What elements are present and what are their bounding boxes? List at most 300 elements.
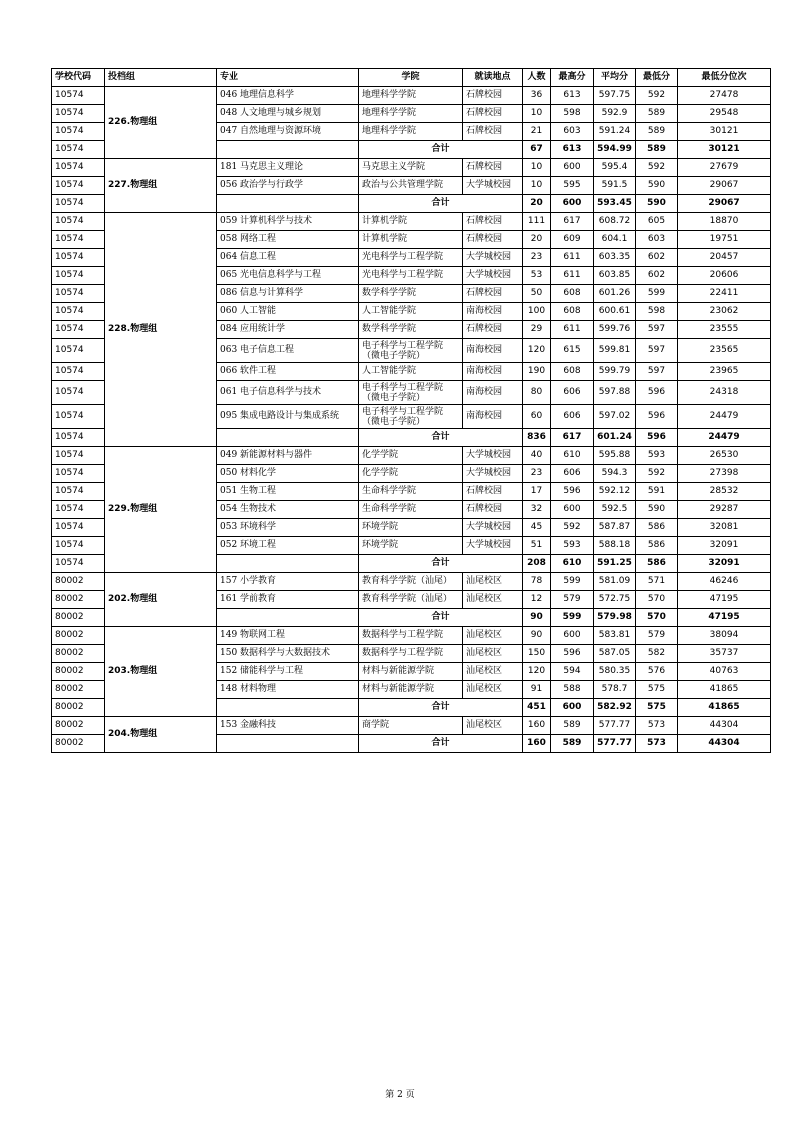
- school-code-cell: 10574: [52, 123, 105, 141]
- min-rank-cell: 32091: [678, 537, 771, 555]
- min-score-cell: 575: [636, 681, 678, 699]
- max-score-cell: 608: [551, 303, 594, 321]
- count-cell: 111: [523, 213, 551, 231]
- avg-score-cell: 594.3: [594, 465, 636, 483]
- min-rank-cell: 32081: [678, 519, 771, 537]
- count-cell: 120: [523, 663, 551, 681]
- college-cell: 数据科学与工程学院: [359, 645, 463, 663]
- header-group: 投档组: [105, 69, 217, 87]
- college-cell: 人工智能学院: [359, 363, 463, 381]
- min-rank-cell: 28532: [678, 483, 771, 501]
- avg-score-cell: 604.1: [594, 231, 636, 249]
- max-score-cell: 595: [551, 177, 594, 195]
- count-cell: 36: [523, 87, 551, 105]
- college-cell: 地理科学学院: [359, 123, 463, 141]
- college-cell: 数学科学学院: [359, 321, 463, 339]
- count-cell: 40: [523, 447, 551, 465]
- avg-score-cell: 592.9: [594, 105, 636, 123]
- min-score-cell: 597: [636, 321, 678, 339]
- avg-score-cell: 600.61: [594, 303, 636, 321]
- avg-score-cell: 582.92: [594, 699, 636, 717]
- major-cell: 086 信息与计算科学: [217, 285, 359, 303]
- max-score-cell: 588: [551, 681, 594, 699]
- max-score-cell: 608: [551, 285, 594, 303]
- min-score-cell: 573: [636, 735, 678, 753]
- min-rank-cell: 44304: [678, 717, 771, 735]
- count-cell: 190: [523, 363, 551, 381]
- campus-cell: 石牌校园: [463, 501, 523, 519]
- major-cell: 061 电子信息科学与技术: [217, 381, 359, 405]
- group-cell: 204.物理组: [105, 717, 217, 753]
- campus-cell: 石牌校园: [463, 123, 523, 141]
- campus-cell: 南海校园: [463, 303, 523, 321]
- min-rank-cell: 23965: [678, 363, 771, 381]
- major-cell: 065 光电信息科学与工程: [217, 267, 359, 285]
- major-cell: 148 材料物理: [217, 681, 359, 699]
- blank-cell: [217, 141, 359, 159]
- max-score-cell: 593: [551, 537, 594, 555]
- college-cell: 生命科学学院: [359, 483, 463, 501]
- min-rank-cell: 23062: [678, 303, 771, 321]
- min-score-cell: 597: [636, 339, 678, 363]
- count-cell: 17: [523, 483, 551, 501]
- min-rank-cell: 41865: [678, 699, 771, 717]
- school-code-cell: 10574: [52, 159, 105, 177]
- avg-score-cell: 591.24: [594, 123, 636, 141]
- campus-cell: 石牌校园: [463, 321, 523, 339]
- count-cell: 451: [523, 699, 551, 717]
- avg-score-cell: 595.88: [594, 447, 636, 465]
- school-code-cell: 80002: [52, 663, 105, 681]
- max-score-cell: 606: [551, 465, 594, 483]
- min-rank-cell: 24479: [678, 429, 771, 447]
- school-code-cell: 10574: [52, 213, 105, 231]
- major-cell: 048 人文地理与城乡规划: [217, 105, 359, 123]
- min-score-cell: 602: [636, 249, 678, 267]
- min-rank-cell: 23565: [678, 339, 771, 363]
- min-score-cell: 589: [636, 123, 678, 141]
- count-cell: 836: [523, 429, 551, 447]
- count-cell: 10: [523, 177, 551, 195]
- campus-cell: 大学城校园: [463, 465, 523, 483]
- school-code-cell: 10574: [52, 267, 105, 285]
- college-cell: 地理科学学院: [359, 87, 463, 105]
- min-rank-cell: 18870: [678, 213, 771, 231]
- school-code-cell: 10574: [52, 363, 105, 381]
- school-code-cell: 10574: [52, 381, 105, 405]
- college-cell: 材料与新能源学院: [359, 663, 463, 681]
- campus-cell: 汕尾校区: [463, 681, 523, 699]
- school-code-cell: 80002: [52, 681, 105, 699]
- min-rank-cell: 29548: [678, 105, 771, 123]
- blank-cell: [217, 699, 359, 717]
- max-score-cell: 608: [551, 363, 594, 381]
- min-rank-cell: 35737: [678, 645, 771, 663]
- count-cell: 90: [523, 627, 551, 645]
- college-cell: 教育科学学院（汕尾）: [359, 573, 463, 591]
- campus-cell: 汕尾校区: [463, 591, 523, 609]
- campus-cell: 汕尾校区: [463, 663, 523, 681]
- min-rank-cell: 40763: [678, 663, 771, 681]
- school-code-cell: 10574: [52, 483, 105, 501]
- major-cell: 058 网络工程: [217, 231, 359, 249]
- total-label-cell: 合计: [359, 699, 523, 717]
- min-rank-cell: 20457: [678, 249, 771, 267]
- blank-cell: [217, 609, 359, 627]
- min-rank-cell: 46246: [678, 573, 771, 591]
- min-score-cell: 592: [636, 87, 678, 105]
- max-score-cell: 603: [551, 123, 594, 141]
- table-row: [52, 627, 771, 645]
- max-score-cell: 610: [551, 447, 594, 465]
- campus-cell: 石牌校园: [463, 231, 523, 249]
- min-score-cell: 571: [636, 573, 678, 591]
- header-college: 学院: [359, 69, 463, 87]
- school-code-cell: 10574: [52, 429, 105, 447]
- school-code-cell: 10574: [52, 465, 105, 483]
- header-min-rank: 最低分位次: [678, 69, 771, 87]
- avg-score-cell: 594.99: [594, 141, 636, 159]
- min-score-cell: 596: [636, 429, 678, 447]
- campus-cell: 南海校园: [463, 381, 523, 405]
- school-code-cell: 10574: [52, 141, 105, 159]
- avg-score-cell: 577.77: [594, 735, 636, 753]
- min-rank-cell: 26530: [678, 447, 771, 465]
- count-cell: 91: [523, 681, 551, 699]
- major-cell: 054 生物技术: [217, 501, 359, 519]
- major-cell: 153 金融科技: [217, 717, 359, 735]
- max-score-cell: 600: [551, 501, 594, 519]
- count-cell: 80: [523, 381, 551, 405]
- max-score-cell: 599: [551, 609, 594, 627]
- campus-cell: 大学城校园: [463, 249, 523, 267]
- avg-score-cell: 578.7: [594, 681, 636, 699]
- school-code-cell: 10574: [52, 447, 105, 465]
- avg-score-cell: 572.75: [594, 591, 636, 609]
- major-cell: 049 新能源材料与器件: [217, 447, 359, 465]
- campus-cell: 汕尾校区: [463, 573, 523, 591]
- campus-cell: 南海校园: [463, 363, 523, 381]
- campus-cell: 南海校园: [463, 405, 523, 429]
- avg-score-cell: 601.26: [594, 285, 636, 303]
- min-rank-cell: 27398: [678, 465, 771, 483]
- campus-cell: 大学城校园: [463, 447, 523, 465]
- total-label-cell: 合计: [359, 141, 523, 159]
- count-cell: 150: [523, 645, 551, 663]
- count-cell: 60: [523, 405, 551, 429]
- avg-score-cell: 603.85: [594, 267, 636, 285]
- admission-table: [51, 68, 771, 753]
- header-min-score: 最低分: [636, 69, 678, 87]
- count-cell: 120: [523, 339, 551, 363]
- major-cell: 181 马克思主义理论: [217, 159, 359, 177]
- min-score-cell: 586: [636, 555, 678, 573]
- min-score-cell: 592: [636, 159, 678, 177]
- max-score-cell: 609: [551, 231, 594, 249]
- min-score-cell: 602: [636, 267, 678, 285]
- major-cell: 063 电子信息工程: [217, 339, 359, 363]
- min-rank-cell: 22411: [678, 285, 771, 303]
- count-cell: 160: [523, 717, 551, 735]
- header-count: 人数: [523, 69, 551, 87]
- count-cell: 67: [523, 141, 551, 159]
- count-cell: 78: [523, 573, 551, 591]
- school-code-cell: 80002: [52, 609, 105, 627]
- college-cell: 化学学院: [359, 447, 463, 465]
- max-score-cell: 589: [551, 735, 594, 753]
- header-row: [52, 69, 771, 87]
- count-cell: 20: [523, 195, 551, 213]
- header-max-score: 最高分: [551, 69, 594, 87]
- max-score-cell: 600: [551, 627, 594, 645]
- min-score-cell: 589: [636, 141, 678, 159]
- min-rank-cell: 29287: [678, 501, 771, 519]
- campus-cell: 大学城校园: [463, 267, 523, 285]
- avg-score-cell: 587.05: [594, 645, 636, 663]
- group-cell: 229.物理组: [105, 447, 217, 573]
- count-cell: 45: [523, 519, 551, 537]
- school-code-cell: 10574: [52, 249, 105, 267]
- min-rank-cell: 38094: [678, 627, 771, 645]
- campus-cell: 汕尾校区: [463, 717, 523, 735]
- count-cell: 51: [523, 537, 551, 555]
- college-cell: 化学学院: [359, 465, 463, 483]
- college-cell: 人工智能学院: [359, 303, 463, 321]
- school-code-cell: 10574: [52, 339, 105, 363]
- max-score-cell: 611: [551, 249, 594, 267]
- count-cell: 21: [523, 123, 551, 141]
- min-score-cell: 590: [636, 195, 678, 213]
- table-row: [52, 159, 771, 177]
- campus-cell: 石牌校园: [463, 483, 523, 501]
- max-score-cell: 606: [551, 381, 594, 405]
- college-cell: 光电科学与工程学院: [359, 249, 463, 267]
- avg-score-cell: 597.02: [594, 405, 636, 429]
- max-score-cell: 596: [551, 645, 594, 663]
- count-cell: 20: [523, 231, 551, 249]
- college-cell: 计算机学院: [359, 213, 463, 231]
- major-cell: 157 小学教育: [217, 573, 359, 591]
- major-cell: 059 计算机科学与技术: [217, 213, 359, 231]
- school-code-cell: 80002: [52, 735, 105, 753]
- major-cell: 066 软件工程: [217, 363, 359, 381]
- max-score-cell: 594: [551, 663, 594, 681]
- group-cell: 203.物理组: [105, 627, 217, 717]
- count-cell: 53: [523, 267, 551, 285]
- avg-score-cell: 583.81: [594, 627, 636, 645]
- major-cell: 052 环境工程: [217, 537, 359, 555]
- count-cell: 32: [523, 501, 551, 519]
- min-score-cell: 573: [636, 717, 678, 735]
- min-rank-cell: 30121: [678, 141, 771, 159]
- avg-score-cell: 592.5: [594, 501, 636, 519]
- avg-score-cell: 599.76: [594, 321, 636, 339]
- header-avg-score: 平均分: [594, 69, 636, 87]
- avg-score-cell: 599.81: [594, 339, 636, 363]
- campus-cell: 大学城校园: [463, 519, 523, 537]
- school-code-cell: 10574: [52, 555, 105, 573]
- college-cell: 政治与公共管理学院: [359, 177, 463, 195]
- major-cell: 053 环境科学: [217, 519, 359, 537]
- min-score-cell: 590: [636, 501, 678, 519]
- min-rank-cell: 19751: [678, 231, 771, 249]
- min-rank-cell: 27478: [678, 87, 771, 105]
- group-cell: 227.物理组: [105, 159, 217, 213]
- max-score-cell: 617: [551, 213, 594, 231]
- min-rank-cell: 30121: [678, 123, 771, 141]
- major-cell: 161 学前教育: [217, 591, 359, 609]
- group-cell: 226.物理组: [105, 87, 217, 159]
- campus-cell: 南海校园: [463, 339, 523, 363]
- avg-score-cell: 597.88: [594, 381, 636, 405]
- min-score-cell: 589: [636, 105, 678, 123]
- major-cell: 152 储能科学与工程: [217, 663, 359, 681]
- min-rank-cell: 47195: [678, 591, 771, 609]
- school-code-cell: 80002: [52, 573, 105, 591]
- min-rank-cell: 24318: [678, 381, 771, 405]
- table-row: [52, 573, 771, 591]
- college-cell: 电子科学与工程学院（微电子学院）: [359, 405, 463, 429]
- avg-score-cell: 608.72: [594, 213, 636, 231]
- max-score-cell: 596: [551, 483, 594, 501]
- school-code-cell: 10574: [52, 105, 105, 123]
- table-row: [52, 213, 771, 231]
- college-cell: 计算机学院: [359, 231, 463, 249]
- table-row: [52, 717, 771, 735]
- blank-cell: [217, 555, 359, 573]
- count-cell: 50: [523, 285, 551, 303]
- max-score-cell: 611: [551, 267, 594, 285]
- max-score-cell: 589: [551, 717, 594, 735]
- count-cell: 29: [523, 321, 551, 339]
- max-score-cell: 600: [551, 699, 594, 717]
- school-code-cell: 10574: [52, 177, 105, 195]
- school-code-cell: 10574: [52, 519, 105, 537]
- total-label-cell: 合计: [359, 555, 523, 573]
- table-row: [52, 87, 771, 105]
- school-code-cell: 10574: [52, 195, 105, 213]
- school-code-cell: 80002: [52, 627, 105, 645]
- min-score-cell: 570: [636, 591, 678, 609]
- header-school-code: 学校代码: [52, 69, 105, 87]
- table-row: [52, 447, 771, 465]
- group-cell: 202.物理组: [105, 573, 217, 627]
- min-score-cell: 592: [636, 465, 678, 483]
- max-score-cell: 611: [551, 321, 594, 339]
- count-cell: 160: [523, 735, 551, 753]
- avg-score-cell: 580.35: [594, 663, 636, 681]
- min-rank-cell: 29067: [678, 195, 771, 213]
- max-score-cell: 598: [551, 105, 594, 123]
- avg-score-cell: 603.35: [594, 249, 636, 267]
- total-label-cell: 合计: [359, 429, 523, 447]
- campus-cell: 石牌校园: [463, 285, 523, 303]
- campus-cell: 汕尾校区: [463, 645, 523, 663]
- max-score-cell: 606: [551, 405, 594, 429]
- total-label-cell: 合计: [359, 735, 523, 753]
- min-score-cell: 596: [636, 381, 678, 405]
- major-cell: 149 物联网工程: [217, 627, 359, 645]
- count-cell: 23: [523, 249, 551, 267]
- college-cell: 电子科学与工程学院（微电子学院）: [359, 381, 463, 405]
- college-cell: 马克思主义学院: [359, 159, 463, 177]
- school-code-cell: 10574: [52, 231, 105, 249]
- min-score-cell: 590: [636, 177, 678, 195]
- count-cell: 10: [523, 159, 551, 177]
- major-cell: 064 信息工程: [217, 249, 359, 267]
- min-rank-cell: 47195: [678, 609, 771, 627]
- min-score-cell: 605: [636, 213, 678, 231]
- min-score-cell: 591: [636, 483, 678, 501]
- school-code-cell: 10574: [52, 321, 105, 339]
- major-cell: 095 集成电路设计与集成系统: [217, 405, 359, 429]
- school-code-cell: 80002: [52, 717, 105, 735]
- school-code-cell: 10574: [52, 405, 105, 429]
- min-score-cell: 593: [636, 447, 678, 465]
- college-cell: 环境学院: [359, 537, 463, 555]
- campus-cell: 石牌校园: [463, 213, 523, 231]
- avg-score-cell: 601.24: [594, 429, 636, 447]
- min-score-cell: 603: [636, 231, 678, 249]
- max-score-cell: 579: [551, 591, 594, 609]
- table-body: [52, 87, 771, 753]
- min-score-cell: 575: [636, 699, 678, 717]
- college-cell: 地理科学学院: [359, 105, 463, 123]
- school-code-cell: 10574: [52, 285, 105, 303]
- count-cell: 10: [523, 105, 551, 123]
- header-campus: 就读地点: [463, 69, 523, 87]
- avg-score-cell: 591.25: [594, 555, 636, 573]
- min-score-cell: 599: [636, 285, 678, 303]
- page-number: 第 2 页: [385, 1090, 415, 1100]
- min-score-cell: 576: [636, 663, 678, 681]
- avg-score-cell: 595.4: [594, 159, 636, 177]
- max-score-cell: 599: [551, 573, 594, 591]
- avg-score-cell: 588.18: [594, 537, 636, 555]
- min-rank-cell: 32091: [678, 555, 771, 573]
- avg-score-cell: 599.79: [594, 363, 636, 381]
- major-cell: 150 数据科学与大数据技术: [217, 645, 359, 663]
- school-code-cell: 10574: [52, 501, 105, 519]
- min-score-cell: 586: [636, 519, 678, 537]
- total-label-cell: 合计: [359, 195, 523, 213]
- header-major: 专业: [217, 69, 359, 87]
- max-score-cell: 615: [551, 339, 594, 363]
- count-cell: 90: [523, 609, 551, 627]
- min-rank-cell: 20606: [678, 267, 771, 285]
- campus-cell: 汕尾校区: [463, 627, 523, 645]
- count-cell: 23: [523, 465, 551, 483]
- major-cell: 056 政治学与行政学: [217, 177, 359, 195]
- campus-cell: 大学城校园: [463, 537, 523, 555]
- school-code-cell: 80002: [52, 645, 105, 663]
- major-cell: 060 人工智能: [217, 303, 359, 321]
- min-rank-cell: 24479: [678, 405, 771, 429]
- min-score-cell: 586: [636, 537, 678, 555]
- avg-score-cell: 591.5: [594, 177, 636, 195]
- blank-cell: [217, 735, 359, 753]
- major-cell: 046 地理信息科学: [217, 87, 359, 105]
- school-code-cell: 10574: [52, 537, 105, 555]
- min-rank-cell: 41865: [678, 681, 771, 699]
- avg-score-cell: 592.12: [594, 483, 636, 501]
- campus-cell: 石牌校园: [463, 105, 523, 123]
- major-cell: 051 生物工程: [217, 483, 359, 501]
- campus-cell: 石牌校园: [463, 87, 523, 105]
- school-code-cell: 80002: [52, 591, 105, 609]
- max-score-cell: 592: [551, 519, 594, 537]
- school-code-cell: 10574: [52, 87, 105, 105]
